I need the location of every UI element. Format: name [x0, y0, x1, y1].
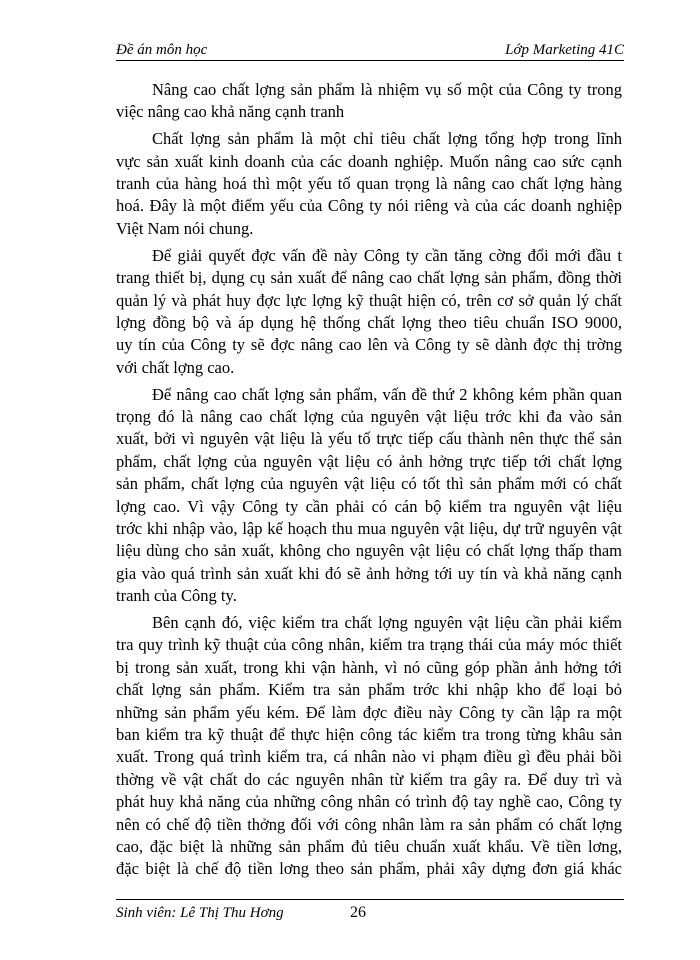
document-body [116, 79, 622, 885]
text-line: nên có chế độ tiền thởng đối với công nhân làm ra sản phẩm có chất lợng [116, 814, 622, 834]
page-footer [116, 899, 624, 921]
text-line: trớc khi nhập vào, lập kế hoạch thu mua nguyên vật liệu, dự trữ nguyên vật [116, 518, 622, 538]
text-line: hoá. Đây là một điểm yếu của Công ty nói riêng và của các doanh nghiệp [116, 196, 622, 216]
paragraph [116, 245, 622, 379]
page-header [116, 40, 624, 61]
text-line: Việt Nam nói chung. [116, 218, 254, 238]
text-line: với chất lợng cao. [116, 357, 235, 377]
text-line: Chất lợng sản phẩm là một chỉ tiêu chất lợng tổng hợp trong lĩnh [152, 129, 622, 149]
text-line: ban kiểm tra kỹ thuật để thực hiện công tác kiểm tra trong từng khâu sản [116, 724, 622, 744]
text-line: xuất. Trong quá trình kiểm tra, cá nhân nào vi phạm điều gì đều phải bồi [116, 747, 622, 767]
text-line: Để nâng cao chất lợng sản phẩm, vấn đề thứ 2 không kém phần quan [152, 384, 622, 404]
text-line: xuất, bởi vì nguyên vật liệu là yếu tố trực tiếp cấu thành nên thực thể sản [116, 429, 622, 449]
text-line: sản phẩm, chất lợng của nguyên vật liệu có tốt thì sản phẩm mới có chất [116, 474, 622, 494]
text-line: phát huy khả năng của những công nhân có trình độ tay nghề cao, Công ty [116, 792, 622, 812]
text-line: liệu dùng cho sản xuất, không cho nguyên vật liệu có chất lợng thấp tham [116, 541, 622, 561]
header-course-title: Đề án môn học [116, 42, 208, 58]
text-line: những sản phẩm yếu kém. Để làm đợc điều này Công ty cần lập ra một [116, 702, 622, 722]
text-line: Nâng cao chất lợng sản phẩm là nhiệm vụ số một của Công ty trong [152, 80, 622, 99]
paragraph [116, 612, 622, 881]
text-line: vực sản xuất kinh doanh của các doanh nghiệp. Muốn nâng cao sức cạnh [116, 151, 622, 171]
text-line: tranh của Công ty. [116, 586, 237, 606]
text-line: phẩm, chất lợng của nguyên vật liệu có ảnh hởng trực tiếp tới chất lợng [116, 451, 622, 471]
paragraph [116, 128, 622, 240]
text-line: lợng cao. Vì vậy Công ty cần phải có cán bộ kiểm tra nguyên vật liệu [116, 496, 622, 516]
text-line: đặc biệt là chế độ tiền lơng theo sản phẩm, phải xây dựng đơn giá khác [116, 859, 622, 879]
text-line: gia vào quá trình sản xuất khi đó sẽ ảnh hởng tới uy tín và khả năng cạnh [116, 563, 622, 583]
text-line: trọng đó là nâng cao chất lợng của nguyên vật liệu trớc khi đa vào sản [116, 406, 622, 426]
text-line: chất lợng sản phẩm. Kiểm tra sản phẩm trớc khi nhập kho để loại bỏ [116, 680, 622, 700]
text-line: quản lý và phát huy đợc lực lợng kỹ thuật hiện có, trên cơ sở quản lý chất [116, 290, 622, 310]
text-line: tranh của hàng hoá thì một yếu tố quan trọng là nâng cao chất lợng hàng [116, 174, 622, 194]
header-class-name: Lớp Marketing 41C [505, 42, 624, 58]
text-line: lợng đồng bộ và áp dụng hệ thống chất lợng theo tiêu chuẩn ISO 9000, [116, 312, 622, 332]
text-line: trang thiết bị, dụng cụ sản xuất để nâng cao chất lợng sản phẩm, đồng thời [116, 268, 622, 288]
text-line: việc nâng cao khả năng cạnh tranh [116, 102, 345, 122]
text-line: thờng về vật chất do các nguyên nhân từ kiểm tra gây ra. Để duy trì và [116, 769, 622, 789]
page-number: 26 [350, 904, 366, 921]
text-line: bị trong sản xuất, trong khi vận hành, vì nó cũng góp phần ảnh hởng tới [116, 657, 622, 677]
paragraph [116, 79, 622, 124]
text-line: Để giải quyết đợc vấn đề này Công ty cần tăng cờng đổi mới đầu t [152, 245, 622, 265]
text-line: uy tín của Công ty sẽ đợc nâng cao lên và Công ty sẽ dành đợc thị trờng [116, 335, 622, 355]
footer-student-name: Sinh viên: Lê Thị Thu Hơng [116, 905, 284, 921]
paragraph [116, 384, 622, 608]
text-line: Bên cạnh đó, việc kiểm tra chất lợng nguyên vật liệu cần phải kiểm [152, 612, 622, 632]
text-line: tra quy trình kỹ thuật của công nhân, kiểm tra trạng thái của máy móc thiết [116, 635, 622, 655]
text-line: cao, đặc biệt là những sản phẩm đủ tiêu chuẩn xuất khẩu. Về tiền lơng, [116, 836, 622, 856]
